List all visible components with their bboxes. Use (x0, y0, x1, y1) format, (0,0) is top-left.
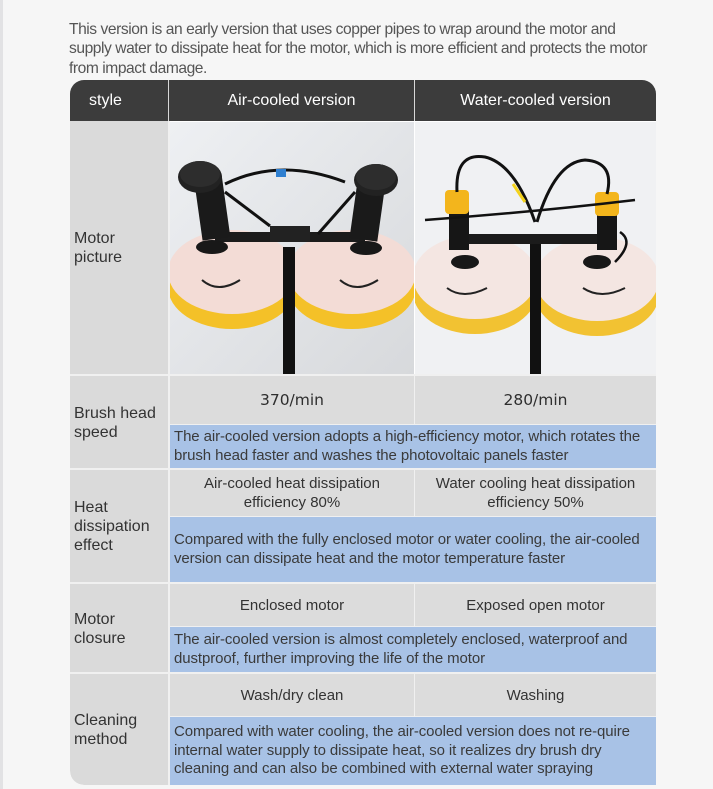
water-cooled-brush-speed: 280/min (415, 376, 656, 424)
cell-divider (170, 626, 656, 627)
motor-closure-description: The air-cooled version is almost completely enclosed, waterproof and dustproof, further improving the life of the motor (170, 627, 656, 672)
column-divider (414, 470, 415, 516)
air-cooled-heat-dissipation: Air-cooled heat dissipation efficiency 80% (170, 470, 414, 516)
column-divider (414, 584, 415, 626)
water-cooled-cleaning-method: Washing (415, 674, 656, 716)
air-cooled-motor-image (170, 122, 414, 374)
row-label-motor-closure (70, 584, 168, 673)
cell-divider (170, 516, 656, 517)
air-cooled-motor-closure: Enclosed motor (170, 584, 414, 626)
row-label-heat-dissipation (70, 470, 168, 583)
heat-dissipation-description: Compared with the fully enclosed motor or water cooling, the air-cooled version can dissipate heat and the motor temperature faster (170, 517, 656, 582)
water-cooled-motor-image (415, 122, 656, 374)
air-cooled-brush-speed: 370/min (170, 376, 414, 424)
water-cooled-motor-closure: Exposed open motor (415, 584, 656, 626)
water-cooled-heat-dissipation: Water cooling heat dissipation efficiency 50% (415, 470, 656, 516)
row-label-text: Brush head speed (74, 404, 156, 441)
row-label-text: Heat dissipation effect (74, 499, 150, 554)
table-header (70, 80, 656, 121)
header-style: style (89, 92, 122, 109)
row-label-motor-picture (70, 121, 168, 374)
row-label-text: Motor closure (74, 610, 126, 647)
column-divider (414, 674, 415, 716)
column-divider (168, 121, 170, 785)
row-label-brush-head-speed (70, 376, 168, 469)
header-water-cooled: Water-cooled version (460, 92, 611, 109)
row-label-text: Motor picture (74, 229, 123, 266)
brush-speed-description: The air-cooled version adopts a high-efficiency motor, which rotates the brush head faster and washes the photovoltaic panels faster (170, 425, 656, 468)
header-air-cooled: Air-cooled version (227, 92, 356, 109)
row-label-cleaning-method (70, 674, 168, 785)
cell-divider (170, 716, 656, 717)
intro-paragraph: This version is an early version that uses copper pipes to wrap around the motor and supply water to dissipate heat for the motor, which is more efficient and protects the motor from impact damage. (69, 20, 648, 77)
page-edge (0, 0, 3, 789)
cell-divider (170, 424, 656, 425)
comparison-table (70, 80, 656, 785)
air-cooled-motor-illustration (170, 122, 414, 374)
water-cooled-motor-illustration (415, 122, 656, 374)
cleaning-method-description: Compared with water cooling, the air-cooled version does not re-quire internal water supply to dissipate heat, so it realizes dry brush dry cleaning and can also be combined with external water spraying (170, 717, 656, 785)
column-divider (414, 376, 415, 424)
row-label-text: Cleaning method (74, 711, 138, 748)
air-cooled-cleaning-method: Wash/dry clean (170, 674, 414, 716)
